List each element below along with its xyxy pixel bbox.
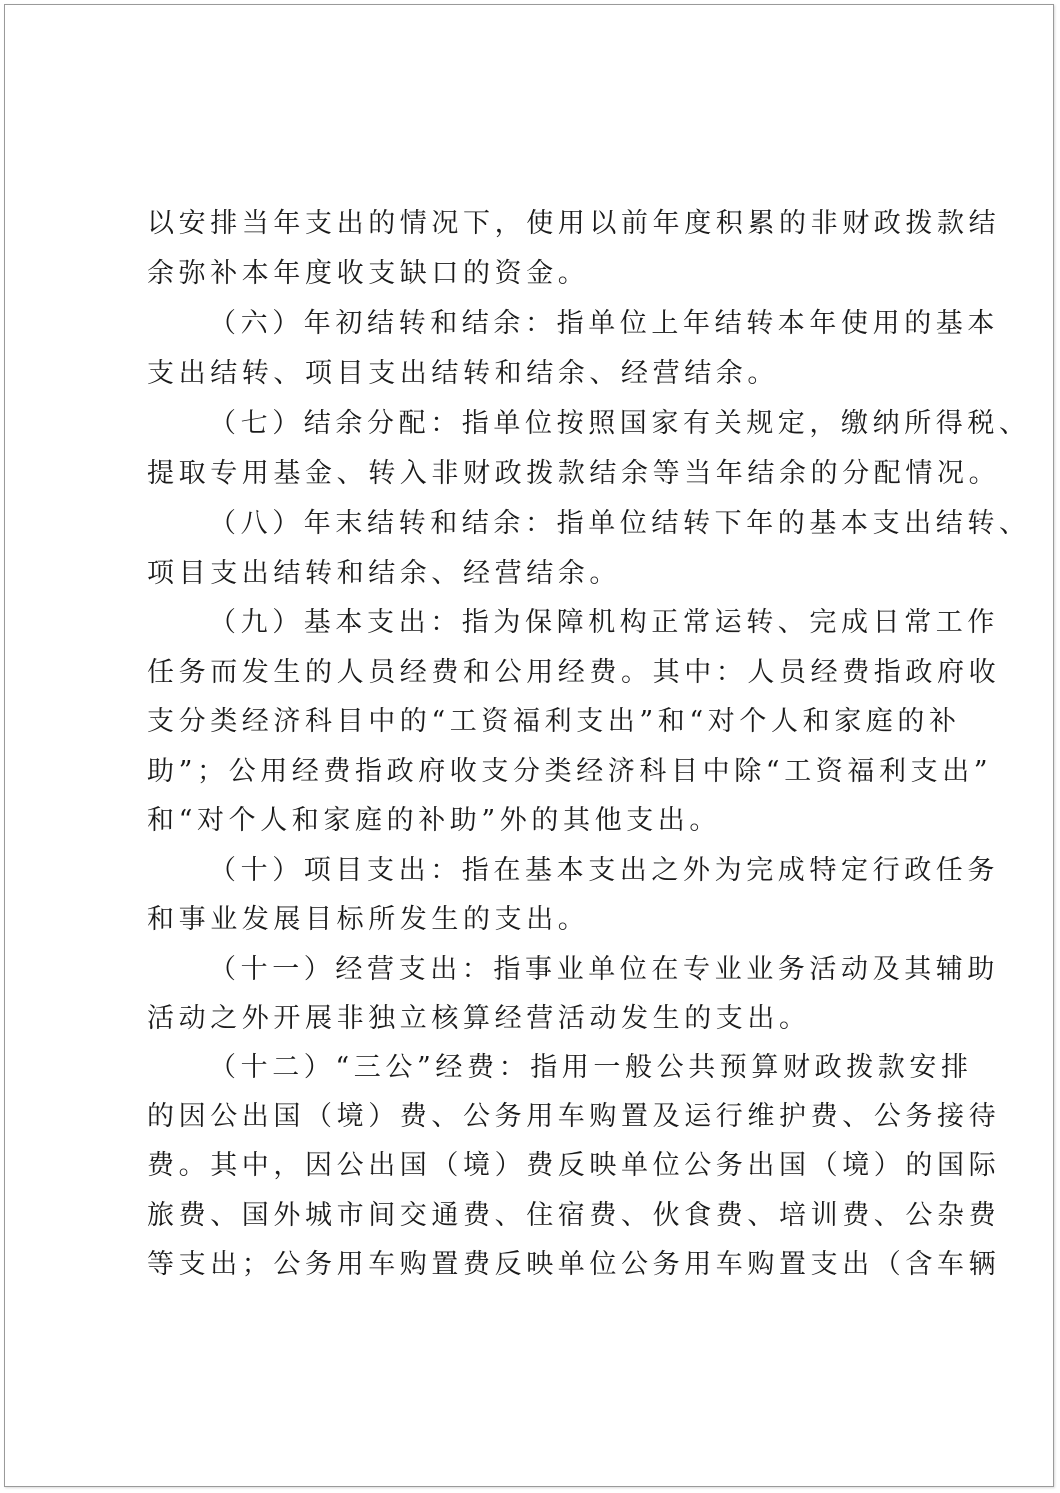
text-line: （六）年初结转和结余：指单位上年结转本年使用的基本 (209, 308, 999, 339)
text-line: （十二）“三公”经费：指用一般公共预算财政拨款安排 (209, 1052, 973, 1083)
document-page (4, 4, 1054, 1487)
text-line: （十）项目支出：指在基本支出之外为完成特定行政任务 (209, 855, 999, 886)
text-line: 支分类经济科目中的“工资福利支出”和“对个人和家庭的补 (147, 706, 961, 737)
text-line: 提取专用基金、转入非财政拨款结余等当年结余的分配情况。 (147, 458, 1001, 489)
text-line: （八）年末结转和结余：指单位结转下年的基本支出结转、 (209, 508, 1031, 539)
text-line: 项目支出结转和结余、经营结余。 (147, 558, 621, 589)
text-line: 支出结转、项目支出结转和结余、经营结余。 (147, 358, 779, 389)
text-line: 以安排当年支出的情况下，使用以前年度积累的非财政拨款结 (147, 208, 1001, 239)
document-body (5, 5, 1053, 1486)
text-line: 余弥补本年度收支缺口的资金。 (147, 258, 590, 289)
text-line: （七）结余分配：指单位按照国家有关规定，缴纳所得税、 (209, 408, 1031, 439)
text-line: 旅费、国外城市间交通费、住宿费、伙食费、培训费、公杂费 (147, 1200, 1001, 1231)
text-line: （九）基本支出：指为保障机构正常运转、完成日常工作 (209, 607, 999, 638)
text-line: 等支出；公务用车购置费反映单位公务用车购置支出（含车辆 (147, 1249, 1001, 1280)
text-line: 助”；公用经费指政府收支分类经济科目中除“工资福利支出” (147, 756, 993, 787)
text-line: 活动之外开展非独立核算经营活动发生的支出。 (147, 1003, 811, 1034)
text-line: 费。其中，因公出国（境）费反映单位公务出国（境）的国际 (147, 1150, 1001, 1181)
text-line: （十一）经营支出：指事业单位在专业业务活动及其辅助 (209, 954, 999, 985)
text-line: 和“对个人和家庭的补助”外的其他支出。 (147, 805, 722, 836)
text-line: 任务而发生的人员经费和公用经费。其中：人员经费指政府收 (147, 657, 1001, 688)
text-line: 和事业发展目标所发生的支出。 (147, 904, 590, 935)
text-line: 的因公出国（境）费、公务用车购置及运行维护费、公务接待 (147, 1101, 1001, 1132)
